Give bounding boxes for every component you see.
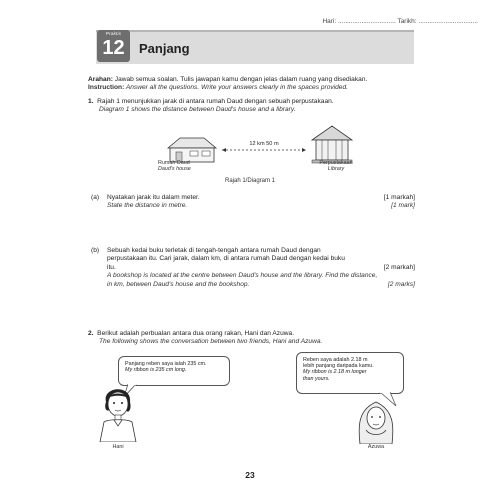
question-1	[88, 98, 428, 115]
question-2-ms-text: Berikut adalah perbualan antara dua orang rakan, Hani dan Azuwa.	[97, 330, 295, 337]
house-caption	[150, 160, 238, 172]
question-1-number: 1.	[88, 98, 94, 105]
question-1a-en-mark: [1 mark]	[391, 202, 415, 210]
question-1a-ms-text: Nyatakan jarak itu dalam meter.	[107, 194, 200, 201]
azuwa-bubble-ms1: Reben saya adalah 2.18 m	[303, 357, 368, 363]
badge-number: 12	[102, 37, 125, 59]
azuwa-bubble-en2: than yours.	[303, 375, 330, 382]
question-1a-label: (a)	[91, 194, 100, 201]
question-1-ms-text: Rajah 1 menunjukkan jarak di antara rumah Daud dengan sebuah perpustakaan.	[97, 98, 334, 105]
practice-badge	[97, 30, 130, 62]
azuwa-bubble-en1: My ribbon is 2.18 m longer	[303, 369, 367, 376]
question-2-number: 2.	[88, 330, 94, 337]
library-illustration	[312, 126, 352, 163]
azuwa-speech-bubble	[296, 352, 404, 394]
question-1b-ms-line3-text: itu.	[107, 263, 116, 271]
instructions	[88, 76, 428, 93]
house-illustration	[168, 138, 216, 162]
question-1a	[91, 194, 415, 211]
question-1b-ms-line3	[107, 264, 415, 272]
instructions-en-text: Answer all the questions. Write your answers clearly in the spaces provided.	[125, 84, 348, 92]
question-1b-en-line1: A bookshop is located at the centre between Daud's house and the library. Find the distance,	[107, 272, 378, 280]
question-1b-ms-line2: perpustakaan itu. Cari jarak, dalam km, di antara rumah Daud dengan kedai buku	[107, 255, 345, 263]
hani-bubble-en: My ribbon is 235 cm long.	[125, 367, 187, 374]
instructions-en-prefix: Instruction:	[88, 84, 125, 92]
house-caption-ms: Rumah Daud	[158, 160, 190, 166]
distance-arrow	[222, 148, 306, 152]
instructions-en	[88, 84, 428, 92]
library-caption-en: Library	[327, 166, 345, 173]
library-caption-ms: Perpustakaan	[319, 160, 353, 166]
azuwa-bubble-ms2: lebih panjang daripada kamu.	[303, 363, 374, 370]
question-1a-en-text: State the distance in metre.	[107, 202, 188, 210]
question-1b-label: (b)	[91, 247, 100, 254]
question-2-ms	[88, 330, 428, 338]
question-1b-en-line2-text: in km, between Daud's house and the bookshop.	[107, 280, 250, 288]
badge-label: Praktis	[105, 31, 122, 36]
date-fields: Hari: ................................ Tarikh: .................................	[322, 18, 478, 25]
azuwa-illustration	[346, 396, 406, 444]
diagram-caption: Rajah 1/Diagram 1	[224, 178, 276, 184]
question-1b-ms-line1: Sebuah kedai buku terletak di tengah-tengah antara rumah Daud dengan	[107, 247, 321, 254]
question-1b-en-mark: [2 marks]	[387, 280, 415, 288]
question-2	[88, 330, 428, 347]
question-2-en: The following shows the conversation between two friends, Hani and Azuwa.	[99, 338, 323, 346]
question-1a-ms-mark: [1 markah]	[383, 194, 415, 201]
question-1b	[91, 247, 415, 289]
question-1-en: Diagram 1 shows the distance between Daud's house and a library.	[99, 106, 296, 114]
hani-illustration	[88, 380, 148, 442]
azuwa-name: Azuwa	[367, 444, 385, 450]
question-1b-en-line2	[107, 281, 415, 289]
hani-name: Hani	[112, 444, 124, 450]
instructions-ms-prefix: Arahan:	[88, 76, 113, 83]
question-1-ms	[88, 98, 428, 106]
question-1a-en	[107, 202, 415, 210]
instructions-ms	[88, 76, 428, 84]
question-1a-ms	[107, 194, 415, 202]
distance-label: 12 km 50 m	[249, 141, 279, 147]
house-caption-en: Daud's house	[158, 166, 191, 173]
question-1b-ms-mark: [2 markah]	[383, 263, 415, 271]
page-title: Panjang	[139, 41, 190, 56]
hani-bubble-ms: Panjang reben saya ialah 235 cm.	[125, 361, 207, 367]
page-number: 23	[245, 470, 255, 480]
library-caption	[306, 160, 366, 172]
instructions-ms-text: Jawab semua soalan. Tulis jawapan kamu dengan jelas dalam ruang yang disediakan.	[114, 76, 368, 83]
